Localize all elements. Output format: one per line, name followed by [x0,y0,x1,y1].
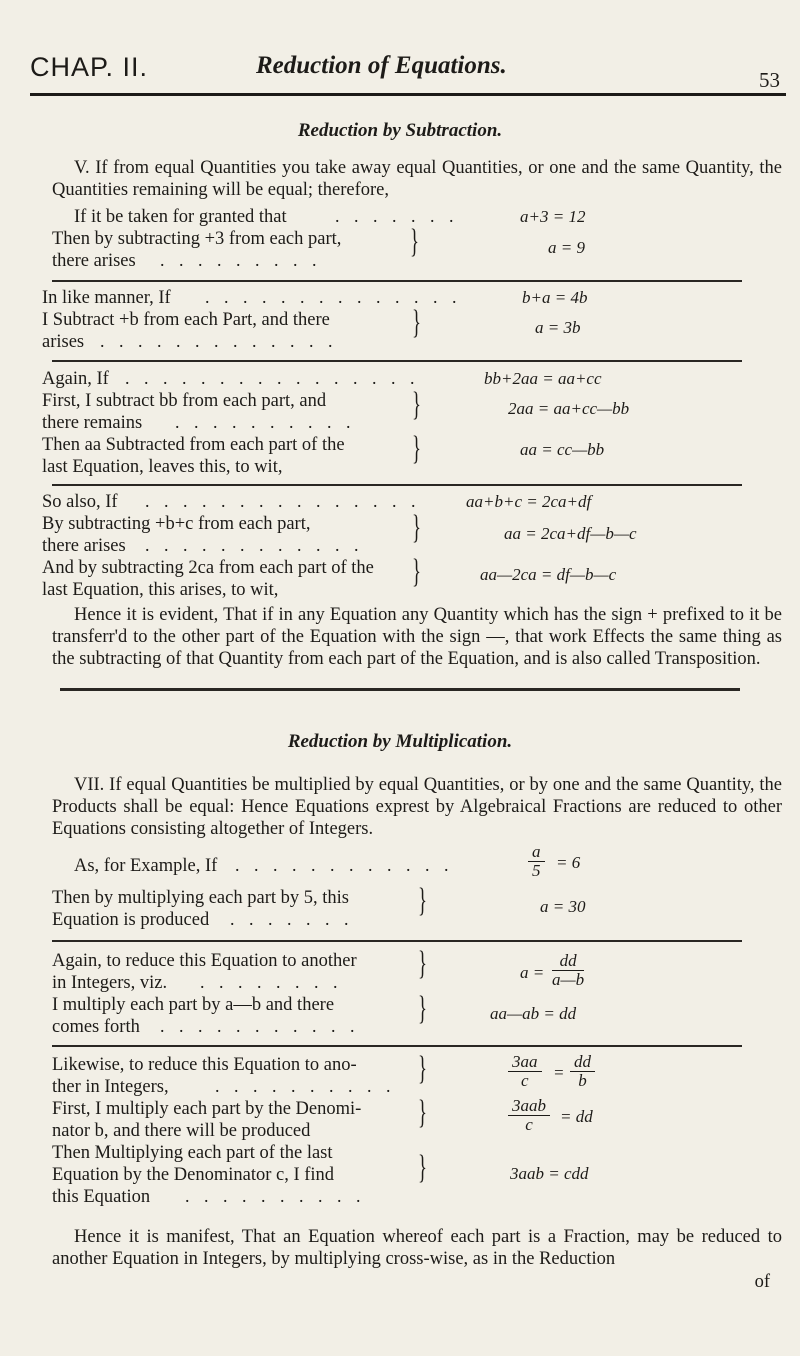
leader-dots: . . . . . . . . . . . . [235,855,454,875]
brace: } [412,304,421,341]
section-heading-multiplication: Reduction by Multiplication. [287,731,513,752]
brace: } [412,553,421,590]
example-line: last Equation, leaves this, to wit, [42,457,283,477]
example-line: First, I multiply each part by the Denomi- [52,1099,362,1119]
fraction [570,1053,595,1090]
equation: aa = 2ca+df—b—c [504,524,637,543]
leader-dots: . . . . . . . . . . . [160,1016,360,1036]
subtraction-intro: V. If from equal Quantities you take away equal Quantities, or one and the same Quantity, the Quantities remaining will be equal; therefore, [52,158,782,200]
fraction [552,952,584,989]
fraction-numerator: a [528,843,545,862]
brace: } [412,509,421,546]
example-line: Then Multiplying each part of the last [52,1143,333,1163]
multiplication-intro: VII. If equal Quantities be multiplied by equal Quantities, or by one and the same Quantity, the Products shall be equal: Hence Equations exprest by Algebraical Fractions are reduced to other Equations consisting altogether of Integers. [52,775,782,839]
leader-dots: . . . . . . . . . . . . . . [205,287,462,307]
equation: aa—ab = dd [490,1004,577,1023]
running-header [30,52,780,92]
fraction [508,1097,550,1134]
equation: aa+b+c = 2ca+df [466,492,592,511]
fraction-denominator: c [525,1115,533,1134]
divider-rule [52,940,742,942]
running-title: Reduction of Equations. [256,52,507,79]
equation: 2aa = aa+cc—bb [508,399,630,418]
leader-dots: . . . . . . . . . [160,250,322,270]
example-line: this Equation [52,1187,151,1207]
page-number: 53 [759,68,780,92]
multiplication-conclusion: Hence it is manifest, That an Equation whereof each part is a Fraction, may be reduced to another Equation in Integers, by multiplying cross-wise, as in the Reduction [52,1227,782,1269]
example-line: First, I subtract bb from each part, and [42,391,327,411]
example-line: Again, If [42,369,109,389]
leader-dots: . . . . . . . . [200,972,343,992]
example-line: I multiply each part by a—b and there [52,995,335,1015]
example-line: arises [42,332,85,352]
fraction-numerator: 3aab [508,1097,550,1116]
example-line: comes forth [52,1017,140,1037]
chapter-label: CHAP. II. [30,52,149,82]
header-rule [30,93,786,96]
example-line: Then by subtracting +3 from each part, [52,229,342,249]
example-line: last Equation, this arises, to wit, [42,580,279,600]
example-line: Then by multiplying each part by 5, this [52,888,349,908]
example-line: Equation is produced [52,910,210,930]
example-line: Likewise, to reduce this Equation to ano- [52,1055,357,1075]
equation: a = 3b [535,318,581,337]
divider-rule [52,484,742,486]
equation: bb+2aa = aa+cc [484,369,602,388]
example-line: If it be taken for granted that [74,207,287,227]
leader-dots: . . . . . . . . . . . . [145,535,364,555]
example-line: nator b, and there will be produced [52,1121,311,1141]
fraction-numerator: dd [552,952,584,971]
fraction-denominator: a—b [552,970,585,989]
brace: } [418,882,427,919]
fraction-denominator: 5 [532,861,541,880]
brace: } [418,1149,427,1186]
catchword: of [754,1272,770,1292]
fraction-numerator: 3aa [508,1053,542,1072]
divider-rule [52,280,742,282]
leader-dots: . . . . . . . . . . . . . . . [145,491,421,511]
example-line: By subtracting +b+c from each part, [42,514,311,534]
example-line: in Integers, viz. [52,973,168,993]
equation: a = 9 [548,238,585,257]
fraction [508,1053,542,1090]
brace: } [410,223,419,260]
leader-dots: . . . . . . . [335,206,459,226]
equation-equals: = [553,1063,565,1082]
brace: } [418,990,427,1027]
example-line: ther in Integers, [52,1077,169,1097]
divider-rule [52,360,742,362]
equation-lhs: a = [520,963,545,982]
section-heading-subtraction: Reduction by Subtraction. [297,120,503,141]
example-line: In like manner, If [42,288,171,308]
equation-rhs: = 6 [556,853,581,872]
divider-rule [52,1045,742,1047]
equation: a+3 = 12 [520,207,586,226]
equation: b+a = 4b [522,288,588,307]
brace: } [412,386,421,423]
fraction-denominator: b [578,1071,587,1090]
subtraction-conclusion: Hence it is evident, That if in any Equation any Quantity which has the sign + prefixed to it be transferr'd to the other part of the Equation with the sign —, that work Effects the same thing as the subtracting of that Quantity from each part of the Equation, and is also called Transposition. [52,605,782,669]
leader-dots: . . . . . . . . . . [215,1076,396,1096]
section-divider [60,688,740,691]
brace: } [412,430,421,467]
equation-rhs: = dd [560,1107,593,1126]
fraction-numerator: dd [570,1053,595,1072]
example-line: Equation by the Denominator c, I find [52,1165,335,1185]
example-line: there remains [42,413,143,433]
fraction-denominator: c [520,1071,529,1090]
equation: aa—2ca = df—b—c [480,565,617,584]
example-line: Again, to reduce this Equation to another [52,951,357,971]
leader-dots: . . . . . . . . . . . . . . . . [125,368,420,388]
leader-dots: . . . . . . . [230,909,354,929]
leader-dots: . . . . . . . . . . . . . [100,331,338,351]
example-line: I Subtract +b from each Part, and there [42,310,330,330]
example-line: there arises [52,251,136,271]
brace: } [418,1094,427,1131]
example-line: As, for Example, If [74,856,218,876]
example-line: So also, If [42,492,118,512]
brace: } [418,1050,427,1087]
brace: } [418,945,427,982]
example-line: there arises [42,536,126,556]
example-line: And by subtracting 2ca from each part of the [42,558,374,578]
leader-dots: . . . . . . . . . . [175,412,356,432]
equation: 3aab = cdd [510,1164,589,1183]
example-line: Then aa Subtracted from each part of the [42,435,345,455]
leader-dots: . . . . . . . . . . [185,1186,366,1206]
equation: aa = cc—bb [520,440,605,459]
fraction [528,843,545,880]
equation: a = 30 [540,897,586,916]
